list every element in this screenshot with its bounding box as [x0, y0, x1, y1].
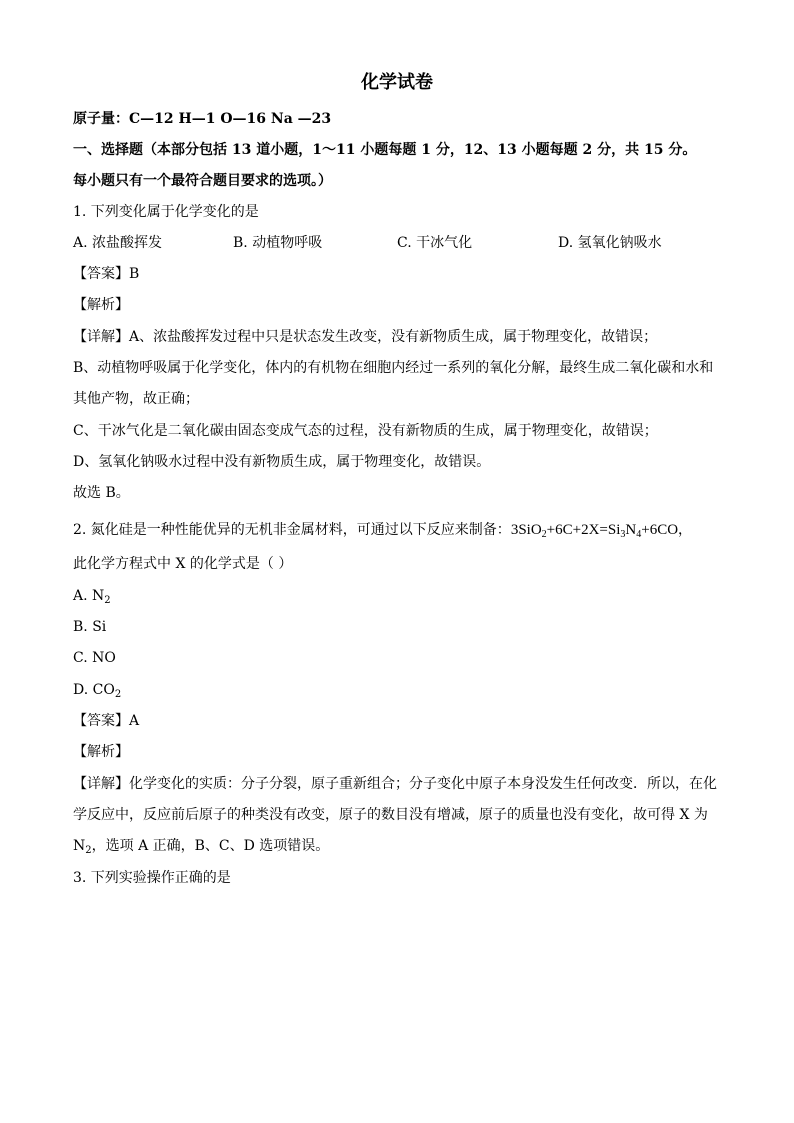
q2-option-d: [73, 680, 121, 700]
option-text: A. N: [73, 588, 105, 604]
q2-analysis-label: 【解析】: [73, 744, 129, 760]
eq-part: +6CO: [641, 522, 679, 538]
q2-stem-prefix: 2. 氮化硅是一种性能优异的无机非金属材料，可通过以下反应来制备：: [73, 522, 511, 538]
q2-option-c: C. NO: [73, 650, 116, 666]
option-subscript: 2: [104, 595, 111, 606]
q1-option-a: A. 浓盐酸挥发: [73, 235, 163, 251]
detail-text: ，选项 A 正确，B、C、D 选项错误。: [91, 838, 330, 854]
q1-detail-line: 故选 B。: [73, 485, 130, 501]
detail-subscript: 2: [85, 845, 92, 856]
q2-option-a: [73, 586, 111, 606]
eq-part: +6C+2X=Si: [546, 522, 621, 538]
q3-stem: 3. 下列实验操作正确的是: [73, 870, 231, 886]
q2-detail-line: [73, 836, 329, 856]
q1-analysis-label: 【解析】: [73, 297, 129, 313]
q2-option-b: B. Si: [73, 619, 107, 635]
eq-part: N: [625, 522, 637, 538]
q2-answer: 【答案】A: [73, 713, 140, 729]
q1-answer: 【答案】B: [73, 266, 140, 282]
eq-subscript: 4: [636, 529, 642, 540]
section-heading-line1: 一、选择题（本部分包括 13 道小题，1～11 小题每题 1 分，12、13 小题每题 2 分，共 15 分。: [73, 142, 697, 158]
page-title: 化学试卷: [361, 72, 433, 93]
q1-option-c: C. 干冰气化: [397, 235, 473, 251]
q1-stem: 1. 下列变化属于化学变化的是: [73, 204, 259, 220]
eq-subscript: 2: [541, 529, 547, 540]
q2-detail-line: 学反应中，反应前后原子的种类没有改变，原子的数目没有增减，原子的质量也没有变化，故可得 X 为: [73, 807, 708, 823]
q2-stem-tail: ，: [678, 522, 693, 538]
q1-option-d: D. 氢氧化钠吸水: [558, 235, 662, 251]
eq-subscript: 3: [620, 529, 626, 540]
q1-detail-line: 【详解】A、浓盐酸挥发过程中只是状态发生改变，没有新物质生成，属于物理变化，故错误；: [73, 329, 658, 345]
option-subscript: 2: [114, 689, 122, 700]
eq-part: 3SiO: [510, 522, 542, 538]
q1-detail-line: 其他产物，故正确；: [73, 391, 199, 407]
q2-equation: [511, 522, 678, 538]
section-heading-line2: 每小题只有一个最符合题目要求的选项。）: [73, 173, 332, 189]
q2-detail-line: 【详解】化学变化的实质：分子分裂，原子重新组合；分子变化中原子本身没发生任何改变．所以，在化: [73, 776, 717, 792]
q1-detail-line: C、干冰气化是二氧化碳由固态变成气态的过程，没有新物质的生成，属于物理变化，故错误；: [73, 423, 658, 439]
atomic-mass-line: 原子量：C—12 H—1 O—16 Na —23: [73, 111, 332, 127]
q2-stem-line2: 此化学方程式中 X 的化学式是（ ）: [73, 556, 293, 572]
option-text: D. CO: [73, 682, 115, 698]
detail-text: N: [73, 838, 86, 854]
q1-detail-line: D、氢氧化钠吸水过程中没有新物质生成，属于物理变化，故错误。: [73, 454, 491, 470]
q1-option-b: B. 动植物呼吸: [233, 235, 323, 251]
q1-detail-line: B、动植物呼吸属于化学变化，体内的有机物在细胞内经过一系列的氧化分解，最终生成二氧化碳和水和: [73, 360, 714, 376]
q2-stem: [73, 520, 692, 540]
